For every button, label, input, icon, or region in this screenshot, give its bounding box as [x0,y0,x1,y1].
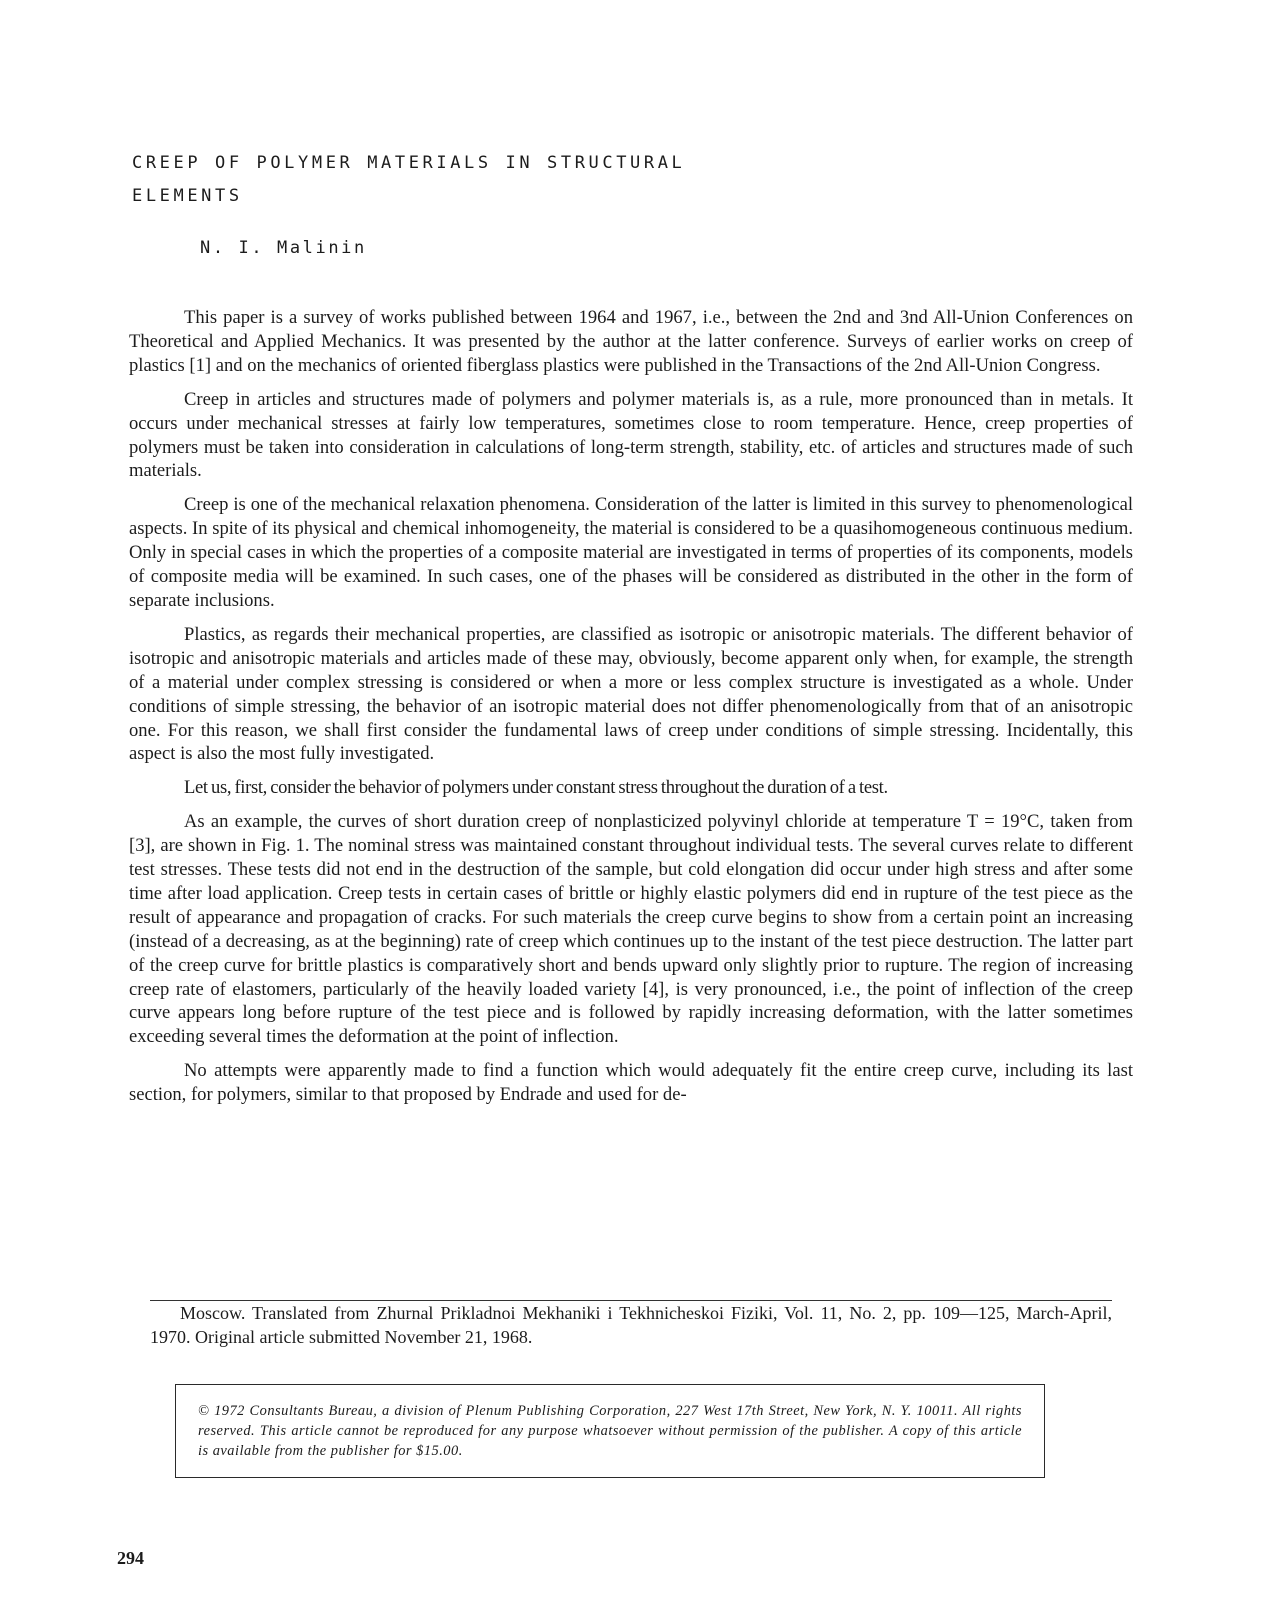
page-number: 294 [117,1548,144,1568]
translation-footnote: Moscow. Translated from Zhurnal Prikladnoi Mekhaniki i Tekhnicheskoi Fiziki, Vol. 11, No. 2, pp. 109—125, March-April, 1970. Original article submitted November 21, 1968. [150,1303,1112,1347]
copyright-notice [175,1384,1045,1478]
article-title [132,147,832,213]
body-paragraph-3: Creep is one of the mechanical relaxation phenomena. Consideration of the latter is limited in this survey to phenomenological aspects. In spite of its physical and chemical inhomogeneity, the material is considered to be a quasihomogeneous continuous medium. Only in special cases in which the properties of a composite material are investigated in terms of properties of its components, models of composite media will be examined. In such cases, one of the phases will be considered as distributed in the other in the form of separate inclusions. [129,494,1133,611]
body-paragraph-7: No attempts were apparently made to find a function which would adequately fit the entire creep curve, including its last section, for polymers, similar to that proposed by Endrade and used for de- [129,1060,1133,1106]
article-body [129,306,1133,1117]
article-author: N. I. Malinin [200,238,367,258]
body-paragraph-5: Let us, first, consider the behavior of polymers under constant stress throughout the duration of a test. [184,777,888,799]
body-paragraph-4: Plastics, as regards their mechanical properties, are classified as isotropic or anisotropic materials. The different behavior of isotropic and anisotropic materials and articles made of these may, obviously, become apparent only when, for example, the strength of a material under complex stressing is considered or when a more or less complex structure is investigated as a whole. Under conditions of simple stressing, the behavior of an isotropic material does not differ phenomenologically from that of an anisotropic one. For this reason, we shall first consider the fundamental laws of creep under conditions of simple stressing. Incidentally, this aspect is also the most fully investigated. [129,623,1133,765]
body-paragraph-6: As an example, the curves of short duration creep of nonplasticized polyvinyl chloride at temperature T = 19°C, taken from [3], are shown in Fig. 1. The nominal stress was maintained constant throughout individual tests. The several curves relate to different test stresses. These tests did not end in the destruction of the sample, but cold elongation did occur under high stress and after some time after load application. Creep tests in certain cases of brittle or highly elastic polymers did end in rupture of the test piece as the result of appearance and propagation of cracks. For such materials the creep curve begins to show from a certain point an increasing (instead of a decreasing, as at the beginning) rate of creep which continues up to the instant of the test piece destruction. The latter part of the creep curve for brittle plastics is comparatively short and bends upward only slightly prior to rupture. The region of increasing creep rate of elastomers, particularly of the heavily loaded variety [4], is very pronounced, i.e., the point of inflection of the creep curve appears long before rupture of the test piece and is followed by rapidly increasing deformation, with the latter sometimes exceeding several times the deformation at the point of inflection. [129,811,1133,1048]
copyright-text: © 1972 Consultants Bureau, a division of Plenum Publishing Corporation, 227 West 17th Street, New York, N. Y. 10011. All rights reserved. This article cannot be reproduced for any purpose whatsoever without permission of the publisher. A copy of this article is available from the publisher for $15.00. [198,1403,1022,1459]
body-paragraph-2: Creep in articles and structures made of polymers and polymer materials is, as a rule, more pronounced than in metals. It occurs under mechanical stresses at fairly low temperatures, sometimes close to room temperature. Hence, creep properties of polymers must be taken into consideration in calculations of long-term strength, stability, etc. of articles and structures made of such materials. [129,388,1133,482]
article-title-line-2: ELEMENTS [132,186,243,206]
article-title-line-1: CREEP OF POLYMER MATERIALS IN STRUCTURAL [132,153,686,173]
body-paragraph-1: This paper is a survey of works published between 1964 and 1967, i.e., between the 2nd and 3nd All-Union Conferences on Theoretical and Applied Mechanics. It was presented by the author at the latter conference. Surveys of earlier works on creep of plastics [1] and on the mechanics of oriented fiberglass plastics were published in the Transactions of the 2nd All-Union Congress. [129,307,1133,376]
